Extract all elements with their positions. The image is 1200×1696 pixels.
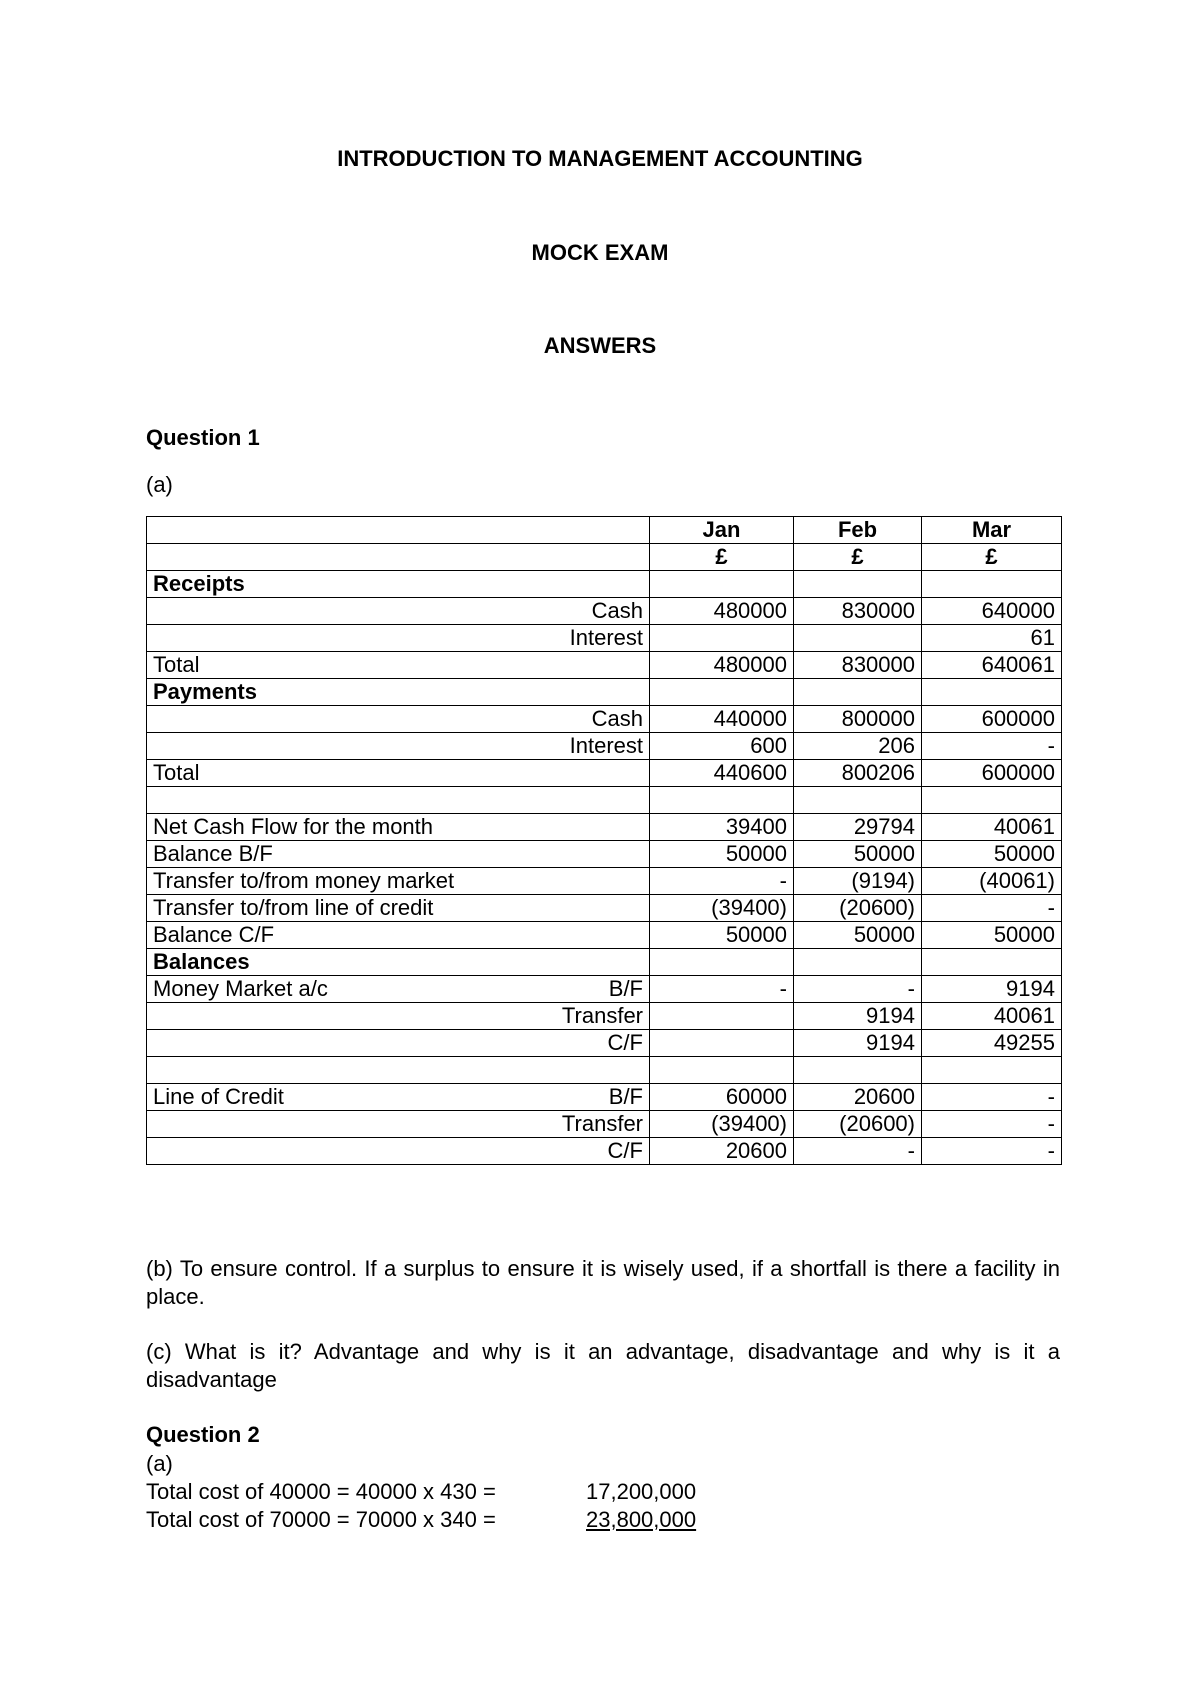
table-cell	[794, 1057, 922, 1084]
table-cell: 50000	[650, 841, 794, 868]
table-cell: 800206	[794, 760, 922, 787]
table-row	[147, 895, 1062, 922]
table-cell: 50000	[794, 841, 922, 868]
table-cell: 640000	[922, 598, 1062, 625]
column-header-mar: Mar	[922, 517, 1062, 544]
table-cell: -	[650, 868, 794, 895]
row-label: Total	[147, 760, 650, 787]
row-label-split	[147, 976, 650, 1003]
table-cell	[650, 787, 794, 814]
document-subtitle: MOCK EXAM	[531, 240, 669, 265]
table-cell: (39400)	[650, 895, 794, 922]
table-cell: 440600	[650, 760, 794, 787]
table-row	[147, 733, 1062, 760]
table-row	[147, 1030, 1062, 1057]
section-label: Receipts	[147, 571, 650, 598]
row-label: Interest	[147, 625, 650, 652]
row-label: Cash	[147, 706, 650, 733]
table-cell: 20600	[794, 1084, 922, 1111]
column-header-feb: Feb	[794, 517, 922, 544]
row-label: C/F	[147, 1030, 650, 1057]
row-label: Money Market a/c	[153, 976, 328, 1001]
table-row	[147, 1057, 1062, 1084]
table-cell: (20600)	[794, 1111, 922, 1138]
table-cell	[650, 1057, 794, 1084]
table-row	[147, 949, 1062, 976]
table-row	[147, 652, 1062, 679]
table-cell	[650, 949, 794, 976]
table-row	[147, 598, 1062, 625]
row-label: Balance C/F	[147, 922, 650, 949]
table-row	[147, 1003, 1062, 1030]
table-currency-blank	[147, 544, 650, 571]
row-label: Transfer	[147, 1111, 650, 1138]
table-cell: (40061)	[922, 868, 1062, 895]
row-label: Transfer to/from money market	[147, 868, 650, 895]
row-label: Interest	[147, 733, 650, 760]
table-cell: -	[794, 976, 922, 1003]
table-cell	[922, 949, 1062, 976]
table-cell: 9194	[794, 1030, 922, 1057]
table-cell	[922, 787, 1062, 814]
row-label-split-wrap	[153, 1084, 643, 1110]
table-row	[147, 706, 1062, 733]
table-currency-row	[147, 544, 1062, 571]
question-2-part-a-label: (a)	[146, 1451, 173, 1476]
row-label: Total	[147, 652, 650, 679]
table-cell: -	[922, 733, 1062, 760]
section-label: Payments	[147, 679, 650, 706]
table-cell: -	[922, 1111, 1062, 1138]
cash-flow-table	[146, 516, 1062, 1165]
currency-symbol-feb: £	[794, 544, 922, 571]
table-cell: -	[922, 1084, 1062, 1111]
table-row	[147, 868, 1062, 895]
table-cell: 480000	[650, 598, 794, 625]
document-subtitle-answers: ANSWERS	[543, 333, 657, 358]
table-cell	[794, 571, 922, 598]
table-cell: 61	[922, 625, 1062, 652]
table-cell: 29794	[794, 814, 922, 841]
table-row	[147, 814, 1062, 841]
currency-symbol-mar: £	[922, 544, 1062, 571]
table-row	[147, 625, 1062, 652]
table-row	[147, 679, 1062, 706]
table-cell: 206	[794, 733, 922, 760]
table-cell: 480000	[650, 652, 794, 679]
table-row	[147, 760, 1062, 787]
table-cell: (20600)	[794, 895, 922, 922]
column-header-jan: Jan	[650, 517, 794, 544]
row-label: Cash	[147, 598, 650, 625]
calc-value: 17,200,000	[586, 1479, 697, 1504]
table-cell: 830000	[794, 652, 922, 679]
table-row	[147, 787, 1062, 814]
table-row	[147, 922, 1062, 949]
question-1-part-a-label: (a)	[146, 472, 173, 497]
row-label: Transfer to/from line of credit	[147, 895, 650, 922]
row-label: Transfer	[147, 1003, 650, 1030]
row-sublabel: B/F	[608, 1084, 643, 1109]
table-cell: -	[650, 976, 794, 1003]
table-cell: 440000	[650, 706, 794, 733]
calc-expression: Total cost of 70000 = 70000 x 340 =	[146, 1507, 496, 1532]
table-row	[147, 1138, 1062, 1165]
row-label: Balance B/F	[147, 841, 650, 868]
table-cell: (9194)	[794, 868, 922, 895]
table-row	[147, 1111, 1062, 1138]
table-cell	[650, 679, 794, 706]
row-label: Net Cash Flow for the month	[147, 814, 650, 841]
table-cell: 60000	[650, 1084, 794, 1111]
table-header-row	[147, 517, 1062, 544]
table-cell: 40061	[922, 1003, 1062, 1030]
table-cell: 600	[650, 733, 794, 760]
table-cell	[650, 1030, 794, 1057]
table-cell: 50000	[794, 922, 922, 949]
table-cell: (39400)	[650, 1111, 794, 1138]
table-cell: 9194	[794, 1003, 922, 1030]
document-title: INTRODUCTION TO MANAGEMENT ACCOUNTING	[337, 146, 863, 171]
table-cell	[650, 625, 794, 652]
table-row	[147, 571, 1062, 598]
table-cell: 50000	[650, 922, 794, 949]
table-cell: 20600	[650, 1138, 794, 1165]
table-cell: 800000	[794, 706, 922, 733]
table-cell: 640061	[922, 652, 1062, 679]
section-label: Balances	[147, 949, 650, 976]
table-cell: 39400	[650, 814, 794, 841]
table-cell: 50000	[922, 841, 1062, 868]
table-cell	[794, 949, 922, 976]
table-header-blank	[147, 517, 650, 544]
calc-value-total: 23,800,000	[586, 1507, 697, 1532]
table-cell: -	[922, 895, 1062, 922]
row-label: Line of Credit	[153, 1084, 284, 1109]
table-cell	[922, 679, 1062, 706]
table-cell: 600000	[922, 706, 1062, 733]
calc-expression: Total cost of 40000 = 40000 x 430 =	[146, 1479, 496, 1504]
table-cell: 50000	[922, 922, 1062, 949]
table-row	[147, 841, 1062, 868]
row-label-split-wrap	[153, 976, 643, 1002]
table-cell: 830000	[794, 598, 922, 625]
row-label-split	[147, 1084, 650, 1111]
table-row	[147, 976, 1062, 1003]
table-cell: 9194	[922, 976, 1062, 1003]
table-cell	[794, 679, 922, 706]
table-cell: 40061	[922, 814, 1062, 841]
question-1-heading: Question 1	[146, 425, 260, 450]
table-cell: -	[794, 1138, 922, 1165]
table-cell	[794, 625, 922, 652]
table-cell: 600000	[922, 760, 1062, 787]
table-cell	[922, 571, 1062, 598]
table-cell	[794, 787, 922, 814]
blank-cell	[147, 1057, 650, 1084]
currency-symbol-jan: £	[650, 544, 794, 571]
table-cell	[922, 1057, 1062, 1084]
table-cell: -	[922, 1138, 1062, 1165]
table-cell: 49255	[922, 1030, 1062, 1057]
table-cell	[650, 571, 794, 598]
row-sublabel: B/F	[608, 976, 643, 1001]
question-1-part-b: (b) To ensure control. If a surplus to ensure it is wisely used, if a shortfall is there a facility in place.	[146, 1256, 1060, 1309]
table-cell	[650, 1003, 794, 1030]
table-row	[147, 1084, 1062, 1111]
question-2-heading: Question 2	[146, 1422, 260, 1447]
row-label: C/F	[147, 1138, 650, 1165]
question-1-part-c: (c) What is it? Advantage and why is it an advantage, disadvantage and why is it a disadvantage	[146, 1339, 1060, 1392]
blank-cell	[147, 787, 650, 814]
